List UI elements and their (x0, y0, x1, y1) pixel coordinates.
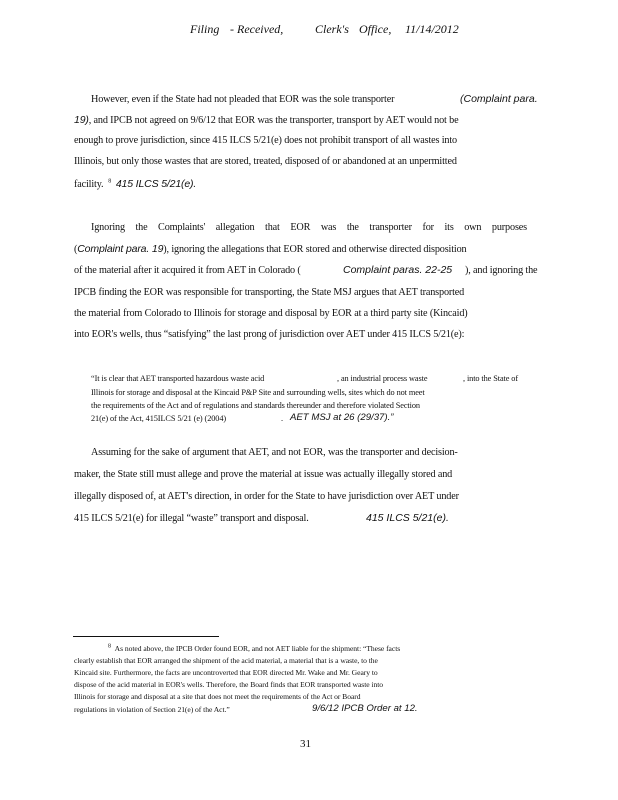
header-clerk: Clerk's (315, 22, 349, 36)
p3-statute-cite: 415 ILCS 5/21(e). (366, 512, 449, 524)
footnote-line-6: regulations in violation of Section 21(e) of the Act.” (74, 705, 230, 714)
footnote-mark: 8 (108, 643, 111, 650)
p3-line-2: maker, the State still must allege and prove the material at issue was actually illegally stored and (74, 469, 453, 480)
p2-word: EOR (290, 222, 311, 233)
p3-line-4: 415 ILCS 5/21(e) for illegal “waste” transport and disposal. (74, 513, 309, 524)
quote-msj-cite: AET MSJ at 26 (29/37).” (290, 412, 394, 423)
p1-line-2-text: , and IPCB not agreed on 9/6/12 that EOR was the transporter, transport by AET would not be (88, 115, 459, 126)
header-office: Office, (359, 22, 392, 36)
p2-line-3-end: ), and ignoring the (465, 265, 538, 276)
p1-citation-cont: 19) (74, 114, 89, 126)
p3-line-1: Assuming for the sake of argument that AET, and not EOR, was the transporter and decision- (91, 447, 458, 458)
p1-line-3: enough to prove jurisdiction, since 415 ILCS 5/21(e) does not prohibit transport of all wastes into (74, 135, 457, 146)
footnote-line-1-text: As noted above, the IPCB Order found EOR, and not AET liable for the shipment: “These facts (114, 644, 401, 653)
p2-line-2-text: ), ignoring the allegations that EOR stored and otherwise directed disposition (163, 244, 467, 255)
header-received: - Received, (230, 22, 284, 36)
quote-line-3: the requirements of the Act and of regulations and standards thereunder and therefore violated Section (91, 401, 420, 410)
quote-line-2: Illinois for storage and disposal at the Kincaid P&P Site and surrounding wells, sites which do not meet (91, 388, 425, 397)
p2-word: for (422, 222, 434, 233)
p2-line-2 (74, 243, 466, 255)
p2-word: purposes (491, 222, 527, 233)
p3-line-3: illegally disposed of, at AET's direction, in order for the State to have jurisdiction over AET under (74, 491, 459, 502)
p2-word: the (135, 222, 148, 233)
page-number: 31 (300, 738, 311, 750)
p2-word: its (444, 222, 454, 233)
p2-line-5: the material from Colorado to Illinois for storage and disposal by EOR at a third party site (Kincaid) (74, 308, 468, 319)
p2-paren: ( (74, 244, 78, 255)
p2-word: allegation (215, 222, 255, 233)
p1-citation: (Complaint para. (460, 93, 538, 105)
quote-line-4: 21(e) of the Act, 415ILCS 5/21 (e) (2004) (91, 414, 227, 423)
footnote-line-4: dispose of the acid material in EOR's wells. Therefore, the Board finds that EOR transported waste into (74, 680, 384, 689)
p1-line-5-text: facility. (74, 179, 104, 190)
p1-line-4: Illinois, but only those wastes that are stored, treated, disposed of or abandoned at an unpermitted (74, 156, 457, 167)
footnote-reference[interactable]: 8 (108, 178, 112, 185)
footnote-divider (73, 636, 219, 637)
p2-line-1 (91, 222, 527, 233)
header-filing: Filing (190, 22, 220, 36)
p1-line-2 (74, 114, 458, 126)
footnote-line-3: Kincaid site. Furthermore, the facts are uncontroverted that EOR directed Mr. Wake and Mr. Geary to (74, 668, 378, 677)
footnote-order-cite: 9/6/12 IPCB Order at 12. (312, 703, 418, 714)
quote-line-1c: , into the State of (463, 374, 519, 383)
quote-line-4-period: . (281, 414, 283, 423)
p2-word: that (265, 222, 280, 233)
footnote-line-2: clearly establish that EOR arranged the shipment of the acid material, a material that is a waste, to the (74, 656, 378, 665)
p2-word: own (464, 222, 482, 233)
p2-complaint-cite: Complaint para. 19 (77, 243, 164, 255)
footnote-line-5: Illinois for storage and disposal at a site that does not meet the requirements of the Act or Board (74, 692, 361, 701)
p2-complaint-paras-cite: Complaint paras. 22-25 (343, 264, 453, 276)
p1-line-1: However, even if the State had not pleaded that EOR was the sole transporter (91, 94, 395, 105)
p2-word: Complaints' (158, 222, 206, 233)
p2-word: the (346, 222, 359, 233)
p2-word: was (320, 222, 337, 233)
footnote-line-1 (108, 644, 400, 653)
p2-line-4: IPCB finding the EOR was responsible for transporting, the State MSJ argues that AET transported (74, 287, 465, 298)
quote-line-1a: “It is clear that AET transported hazardous waste acid (91, 374, 265, 383)
p2-line-3: of the material after it acquired it from AET in Colorado ( (74, 265, 301, 276)
p2-line-6: into EOR's wells, thus “satisfying” the last prong of jurisdiction over AET under 415 ILCS 5/21(e): (74, 329, 465, 340)
p2-word: Ignoring (91, 222, 125, 233)
quote-line-1b: , an industrial process waste (337, 374, 428, 383)
p1-line-5 (74, 178, 196, 190)
p2-word: transporter (369, 222, 412, 233)
header-date: 11/14/2012 (405, 22, 459, 36)
p1-statute-cite: 415 ILCS 5/21(e). (115, 178, 197, 190)
